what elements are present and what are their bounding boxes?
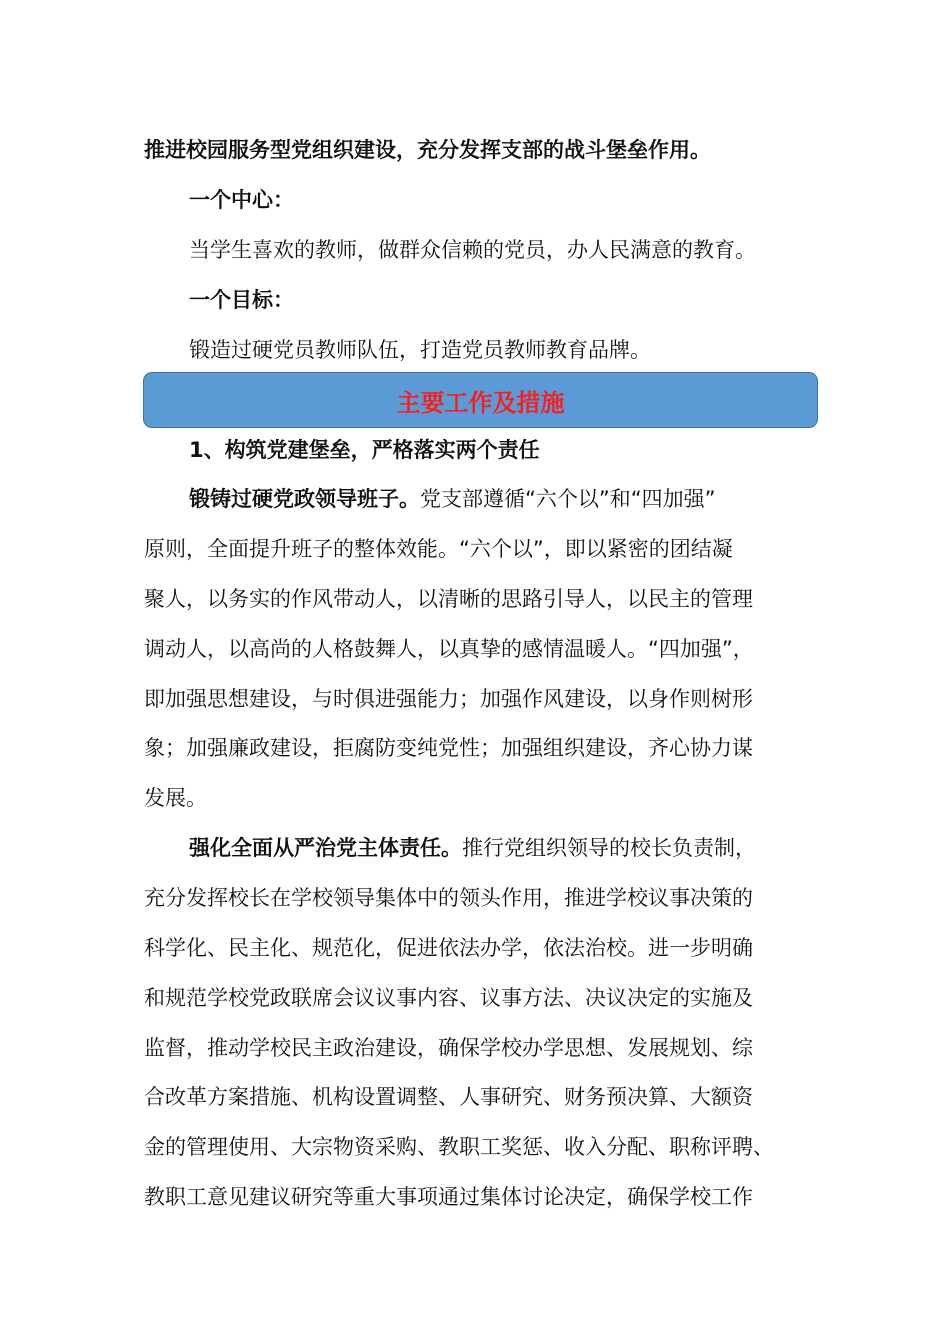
para2-lead-rest: 推行党组织领导的校长负责制， <box>462 836 756 860</box>
para2-line: 监督，推动学校民主政治建设，确保学校办学思想、发展规划、综 <box>144 1036 753 1060</box>
para1-first-line <box>189 485 879 513</box>
para1-lead-bold: 锻铸过硬党政领导班子。 <box>189 487 420 511</box>
section-banner <box>143 372 818 428</box>
para2-line: 合改革方案措施、机构设置调整、人事研究、财务预决算、大额资 <box>144 1085 753 1109</box>
para2-line: 教职工意见建议研究等重大事项通过集体讨论决定，确保学校工作 <box>144 1185 753 1209</box>
para2-line: 和规范学校党政联席会议议事内容、议事方法、决议决定的实施及 <box>144 986 753 1010</box>
center-heading: 一个中心： <box>189 188 294 212</box>
para2-first-line <box>189 834 879 862</box>
para1-line: 发展。 <box>144 786 207 810</box>
goal-heading: 一个目标： <box>189 288 294 312</box>
para2-line: 充分发挥校长在学校领导集体中的领头作用，推进学校议事决策的 <box>144 886 753 910</box>
para1-line: 原则，全面提升班子的整体效能。“六个以”，即以紧密的团结凝 <box>144 537 733 561</box>
para2-line: 科学化、民主化、规范化，促进依法办学，依法治校。进一步明确 <box>144 936 753 960</box>
para2-line: 金的管理使用、大宗物资采购、教职工奖惩、收入分配、职称评聘、 <box>144 1135 774 1159</box>
section1-heading: 1、构筑党建堡垒，严格落实两个责任 <box>189 438 540 462</box>
para2-lead-bold: 强化全面从严治党主体责任。 <box>189 836 462 860</box>
intro-line: 推进校园服务型党组织建设，充分发挥支部的战斗堡垒作用。 <box>144 138 711 162</box>
para1-line: 象；加强廉政建设，拒腐防变纯党性；加强组织建设，齐心协力谋 <box>144 736 753 760</box>
para1-lead-rest: 党支部遵循“六个以”和“四加强” <box>420 487 716 511</box>
banner-title: 主要工作及措施 <box>396 388 565 417</box>
para1-line: 调动人，以高尚的人格鼓舞人，以真挚的感情温暖人。“四加强”， <box>144 637 754 661</box>
para1-line: 即加强思想建设，与时俱进强能力；加强作风建设，以身作则树形 <box>144 687 753 711</box>
goal-text: 锻造过硬党员教师队伍，打造党员教师教育品牌。 <box>189 338 651 362</box>
center-text: 当学生喜欢的教师，做群众信赖的党员，办人民满意的教育。 <box>189 238 756 262</box>
para1-line: 聚人，以务实的作风带动人，以清晰的思路引导人，以民主的管理 <box>144 587 753 611</box>
